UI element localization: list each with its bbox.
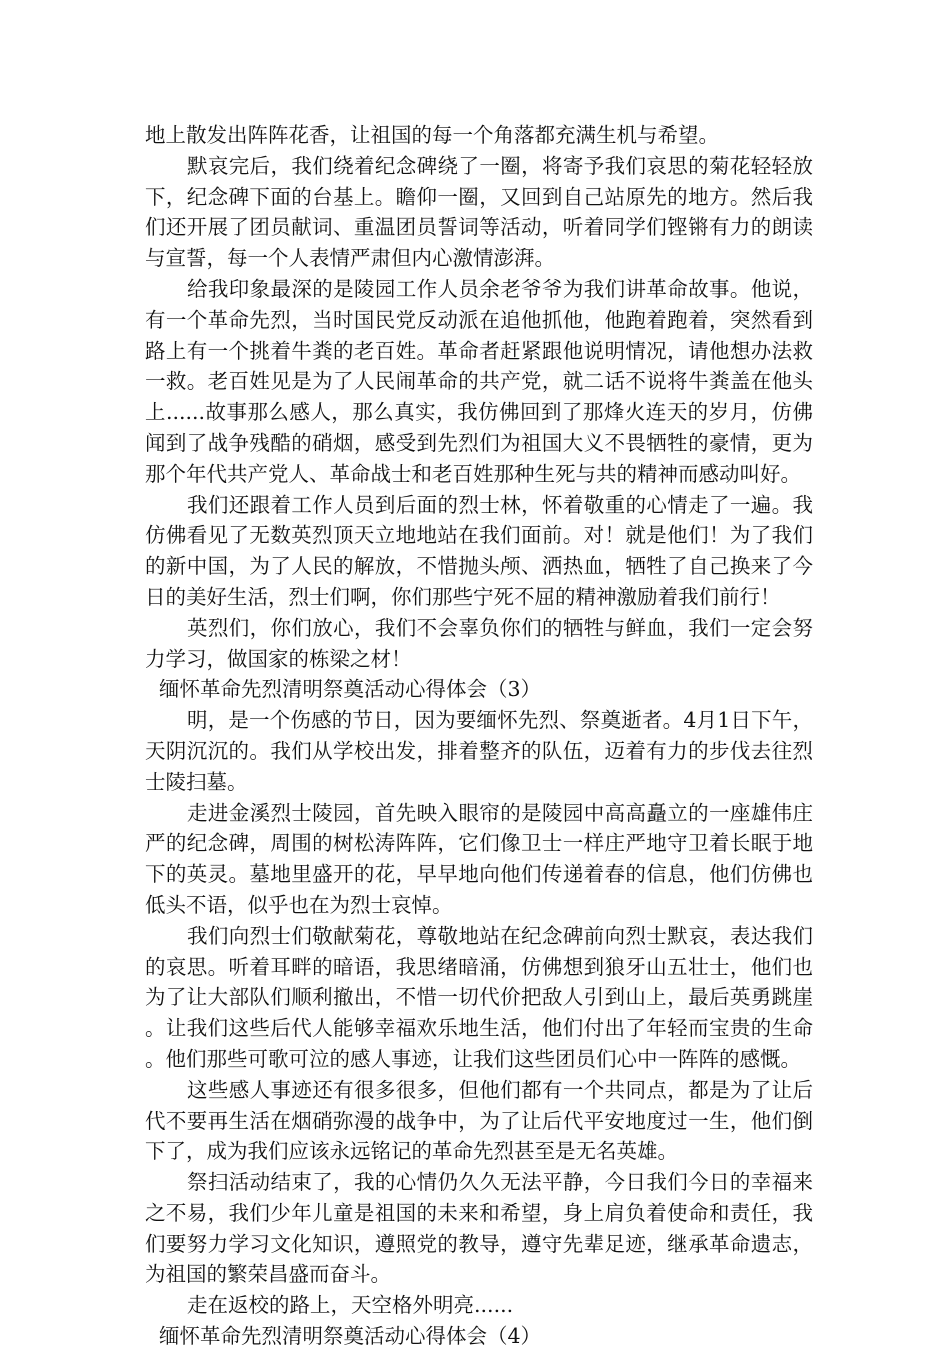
document-page [145,120,813,1352]
paragraph-promise: 英烈们，你们放心，我们不会辜负你们的牺牲与鲜血，我们一定会努力学习，做国家的栋梁之材！ [145,615,813,671]
paragraph-heroic-deeds: 这些感人事迹还有很多很多，但他们都有一个共同点，都是为了让后代不要再生活在烟硝弥漫的战争中，为了让后代平安地度过一生，他们倒下了，成为我们应该永远铭记的革命先烈甚至是无名英雄。 [145,1077,813,1164]
paragraph-return-trip: 走在返校的路上，天空格外明亮...... [187,1293,514,1318]
paragraph-activity-ends: 祭扫活动结束了，我的心情仍久久无法平静，今日我们今日的幸福来之不易，我们少年儿童是祖国的未来和希望，身上肩负着使命和责任，我们要努力学习文化知识，遵照党的教导，遵守先辈足迹，继承革命遗志，为祖国的繁荣昌盛而奋斗。 [145,1170,813,1287]
section-heading-4: 缅怀革命先烈清明祭奠活动心得体会（4） [159,1324,542,1349]
paragraph-revolution-story: 给我印象最深的是陵园工作人员余老爷爷为我们讲革命故事。他说，有一个革命先烈，当时国民党反动派在追他抓他，他跑着跑着，突然看到路上有一个挑着牛粪的老百姓。革命者赶紧跟他说明情况，请他想办法救一救。老百姓见是为了人民闹革命的共产党，就二话不说将牛粪盖在他头上......故事那么感人，那么真实，我仿佛回到了那烽火连天的岁月，仿佛闻到了战争残酷的硝烟，感受到先烈们为祖国大义不畏牺牲的豪情，更为那个年代共产党人、革命战士和老百姓那种生死与共的精神而感动叫好。 [145,276,813,486]
paragraph-offering-flowers: 我们向烈士们敬献菊花，尊敬地站在纪念碑前向烈士默哀，表达我们的哀思。听着耳畔的暗语，我思绪暗涌，仿佛想到狼牙山五壮士，他们也为了让大部队们顺利撤出，不惜一切代价把敌人引到山上，最后英勇跳崖。让我们这些后代人能够幸福欢乐地生活，他们付出了年轻而宝贵的生命。他们那些可歌可泣的感人事迹，让我们这些团员们心中一阵阵的感慨。 [145,923,813,1071]
section-heading-3: 缅怀革命先烈清明祭奠活动心得体会（3） [159,677,542,702]
continuation-paragraph: 地上散发出阵阵花香，让祖国的每一个角落都充满生机与希望。 [145,123,719,147]
paragraph-silent-tribute: 默哀完后，我们绕着纪念碑绕了一圈，将寄予我们哀思的菊花轻轻放下，纪念碑下面的台基上。瞻仰一圈，又回到自己站原先的地方。然后我们还开展了团员献词、重温团员誓词等活动，听着同学们铿锵有力的朗读与宣誓，每一个人表情严肃但内心激情澎湃。 [145,153,813,271]
paragraph-cemetery-entrance: 走进金溪烈士陵园，首先映入眼帘的是陵园中高高矗立的一座雄伟庄严的纪念碑，周围的树松涛阵阵，它们像卫士一样庄严地守卫着长眠于地下的英灵。墓地里盛开的花，早早地向他们传递着春的信息，他们仿佛也低头不语，似乎也在为烈士哀悼。 [145,800,813,917]
paragraph-martyrs-forest: 我们还跟着工作人员到后面的烈士林，怀着敬重的心情走了一遍。我仿佛看见了无数英烈顶天立地地站在我们面前。对！就是他们！为了我们的新中国，为了人民的解放，不惜抛头颅、洒热血，牺牲了自己换来了今日的美好生活，烈士们啊，你们那些宁死不屈的精神激励着我们前行！ [145,492,813,609]
paragraph-qingming-intro: 明，是一个伤感的节日，因为要缅怀先烈、祭奠逝者。4月1日下午，天阴沉沉的。我们从学校出发，排着整齐的队伍，迈着有力的步伐去往烈士陵扫墓。 [145,708,813,794]
